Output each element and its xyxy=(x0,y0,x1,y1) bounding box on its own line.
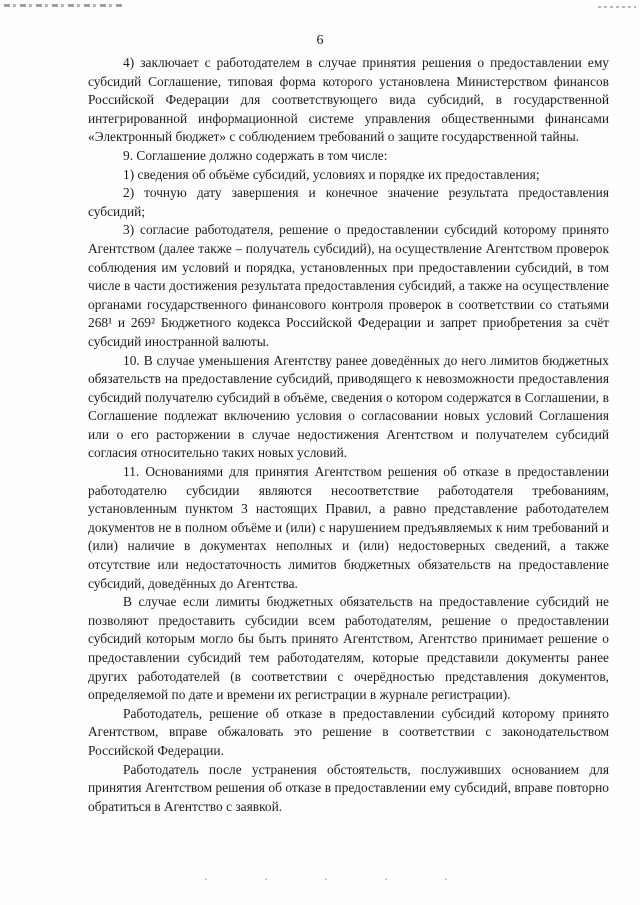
paragraph-item-4: 4) заключает с работодателем в случае принятия решения о предоставлении ему субсидий Соглашение, типовая форма которого установлена Министерством финансов Российской Федерации для соответствующего вида субсидий, в государственной интегрированной информационной системе управления общественными финансами «Электронный бюджет» с соблюдением требований о защите государственной тайны. xyxy=(88,55,609,145)
page-number: 6 xyxy=(316,33,324,48)
paragraph-item-2: 2) точную дату завершения и конечное значение результата предоставления субсидий; xyxy=(88,185,609,219)
paragraph-limits: В случае если лимиты бюджетных обязательств на предоставление субсидий не позволяют предоставить субсидии всем работодателям, решение о предоставлении субсидий которым могло бы быть принято Агентством, Агентство принимает решение о предоставлении субсидий тем работодателям, которые представили документы ранее других работодателей (в соответствии с очерёдностью представления документов, определяемой по дате и времени их регистрации в журнале регистрации). xyxy=(88,594,609,703)
scan-artifact-bottom xyxy=(205,878,465,880)
paragraph-item-1: 1) сведения об объёме субсидий, условиях и порядке их предоставления; xyxy=(123,166,540,182)
scan-artifact-top-right xyxy=(598,6,636,8)
paragraph-clause-10: 10. В случае уменьшения Агентству ранее доведённых до него лимитов бюджетных обязательств на предоставление субсидий, приводящего к невозможности предоставления субсидий получателю субсидий в объёме, сведения о котором содержатся в Соглашении, в Соглашение подлежат включению условия о согласовании новых условий Соглашения или о его расторжении в случае недостижения Агентством и получателем субсидий согласия относительно таких новых условий. xyxy=(88,352,609,461)
paragraph-appeal: Работодатель, решение об отказе в предоставлении субсидий которому принято Агентством, вправе обжаловать это решение в соответствии с законодательством Российской Федерации. xyxy=(88,705,609,758)
document-body xyxy=(88,54,609,816)
paragraph-clause-11: 11. Основаниями для принятия Агентством решения об отказе в предоставлении работодателю субсидии являются несоответствие работодателя требованиям, установленным пунктом 3 настоящих Правил, а равно представление работодателем документов не в полном объёме и (или) с нарушением предъявляемых к ним требований и (или) наличие в документах неполных и (или) недостоверных сведений, а также отсутствие или недостаточность лимитов бюджетных обязательств на предоставление субсидий, доведённых до Агентства. xyxy=(88,464,609,591)
paragraph-item-3: 3) согласие работодателя, решение о предоставлении субсидий которому принято Агентством (далее также – получатель субсидий), на осуществление Агентством проверок соблюдения им условий и порядка, установленных при предоставлении субсидий, в том числе в части достижения результата предоставления субсидий, а также на осуществление органами государственного финансового контроля проверок в соответствии со статьями 268¹ и 269² Бюджетного кодекса Российской Федерации и запрет приобретения за счёт субсидий иностранной валюты. xyxy=(88,222,609,349)
scan-artifact-top-left xyxy=(4,4,122,7)
paragraph-clause-9: 9. Соглашение должно содержать в том числе: xyxy=(123,147,388,163)
paragraph-reapply: Работодатель после устранения обстоятельств, послуживших основанием для принятия Агентством решения об отказе в предоставлении ему субсидий, вправе повторно обратиться в Агентство с заявкой. xyxy=(88,761,609,814)
